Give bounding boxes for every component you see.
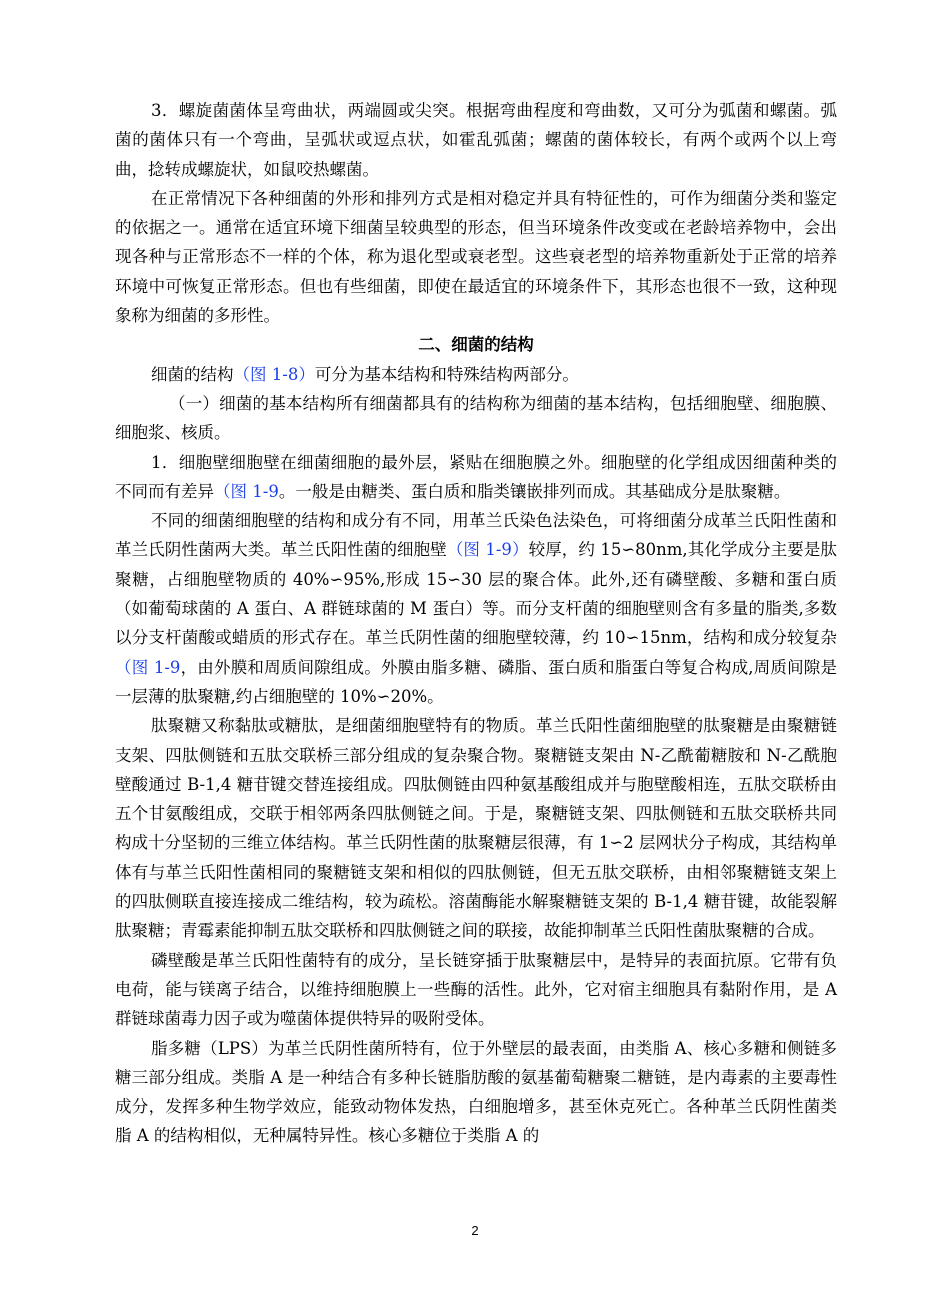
- paragraph-morphology: 在正常情况下各种细菌的外形和排列方式是相对稳定并具有特征性的，可作为细菌分类和鉴定的依据之一。通常在适宜环境下细菌呈较典型的形态，但当环境条件改变或在老龄培养物中，会出现各种与正常形态不一样的个体，称为退化型或衰老型。这些衰老型的培养物重新处于正常的培养环境中可恢复正常形态。但也有些细菌，即使在最适宜的环境条件下，其形态也很不一致，这种现象称为细菌的多形性。: [115, 188, 837, 326]
- text-run: 不同的细菌细胞壁的结构和成分有不同，用革兰氏染色法染色，可将细菌分成革兰氏阳性菌和革兰氏阴性菌两大类。革兰氏阳性菌的细胞壁: [115, 511, 837, 560]
- paragraph-gram-stain: [115, 506, 837, 711]
- body-text: [115, 96, 837, 1151]
- text-run: 1．细胞壁细胞壁在细菌细胞的最外层，紧贴在细胞膜之外。细胞壁的化学组成因细菌种类的不同而有差异: [115, 452, 837, 501]
- paragraph-structure-intro: [115, 360, 837, 389]
- section-heading: 二、细菌的结构: [418, 335, 534, 355]
- paragraph-basic-structure: （一）细菌的基本结构所有细菌都具有的结构称为细菌的基本结构，包括细胞壁、细胞膜、细胞浆、核质。: [115, 393, 837, 443]
- figure-ref-1-8[interactable]: （图 1-8）: [233, 364, 315, 384]
- text-run: 。一般是由糖类、蛋白质和脂类镶嵌排列而成。其基础成分是肽聚糖。: [278, 481, 791, 501]
- text-run: 可分为基本结构和特殊结构两部分。: [314, 364, 579, 384]
- text-run: 较厚，约 15∽80nm,其化学成分主要是肽聚糖，占细胞壁物质的 40%∽95%,形成 15∽30 层的聚合体。此外,还有磷壁酸、多糖和蛋白质（如葡萄球菌的 A 蛋白、A 群链球菌的 M 蛋白）等。而分支杆菌的细胞壁则含有多量的脂类,多数以分支杆菌酸或蜡质的形式存在。革兰氏阴性菌的细胞壁较薄，约 10∽15nm，结构和成分较复杂: [115, 540, 837, 648]
- paragraph-spiral-bacteria: 3．螺旋菌菌体呈弯曲状，两端圆或尖突。根据弯曲程度和弯曲数，又可分为弧菌和螺菌。弧菌的菌体只有一个弯曲，呈弧状或逗点状，如霍乱弧菌；螺菌的菌体较长，有两个或两个以上弯曲，捻转成螺旋状，如鼠咬热螺菌。: [115, 101, 837, 179]
- page-number: 2: [471, 1223, 479, 1238]
- paragraph-teichoic-acid: 磷壁酸是革兰氏阳性菌特有的成分，呈长链穿插于肽聚糖层中，是特异的表面抗原。它带有负电荷，能与镁离子结合，以维持细胞膜上一些酶的活性。此外，它对宿主细胞具有黏附作用，是 A 群链球菌毒力因子或为噬菌体提供特异的吸附受体。: [115, 950, 837, 1029]
- paragraph-lps: 脂多糖（LPS）为革兰氏阴性菌所特有，位于外壁层的最表面，由类脂 A、核心多糖和侧链多糖三部分组成。类脂 A 是一种结合有多种长链脂肪酸的氨基葡萄糖聚二糖链，是内毒素的主要毒性成分，发挥多种生物学效应，能致动物体发热，白细胞增多，甚至休克死亡。各种革兰氏阴性菌类脂 A 的结构相似，无种属特异性。核心多糖位于类脂 A 的: [115, 1038, 837, 1146]
- paragraph-peptidoglycan: 肽聚糖又称黏肽或糖肽，是细菌细胞壁特有的物质。革兰氏阳性菌细胞壁的肽聚糖是由聚糖链支架、四肽侧链和五肽交联桥三部分组成的复杂聚合物。聚糖链支架由 N-乙酰葡糖胺和 N-乙酰胞壁酸通过 B-1,4 糖苷键交替连接组成。四肽侧链由四种氨基酸组成并与胞壁酸相连，五肽交联桥由五个甘氨酸组成，交联于相邻两条四肽侧链之间。于是，聚糖链支架、四肽侧链和五肽交联桥共同构成十分坚韧的三维立体结构。革兰氏阴性菌的肽聚糖层很薄，有 1∽2 层网状分子构成，其结构单体有与革兰氏阳性菌相同的聚糖链支架和相似的四肽侧链，但无五肽交联桥，由相邻聚糖链支架上的四肽侧联直接连接成二维结构，较为疏松。溶菌酶能水解聚糖链支架的 B-1,4 糖苷键，故能裂解肽聚糖；青霉素能抑制五肽交联桥和四肽侧链之间的联接，故能抑制革兰氏阳性菌肽聚糖的合成。: [115, 716, 837, 941]
- figure-ref-1-9[interactable]: （图 1-9: [115, 657, 181, 677]
- text-run: 细菌的结构: [151, 364, 234, 384]
- text-run: ，由外膜和周质间隙组成。外膜由脂多糖、磷脂、蛋白质和脂蛋白等复合构成,周质间隙是一层薄的肽聚糖,约占细胞壁的 10%∽20%。: [115, 657, 837, 706]
- figure-ref-1-9[interactable]: （图 1-9）: [446, 540, 529, 560]
- paragraph-cell-wall: [115, 448, 837, 507]
- figure-ref-1-9[interactable]: （图 1-9: [214, 481, 279, 501]
